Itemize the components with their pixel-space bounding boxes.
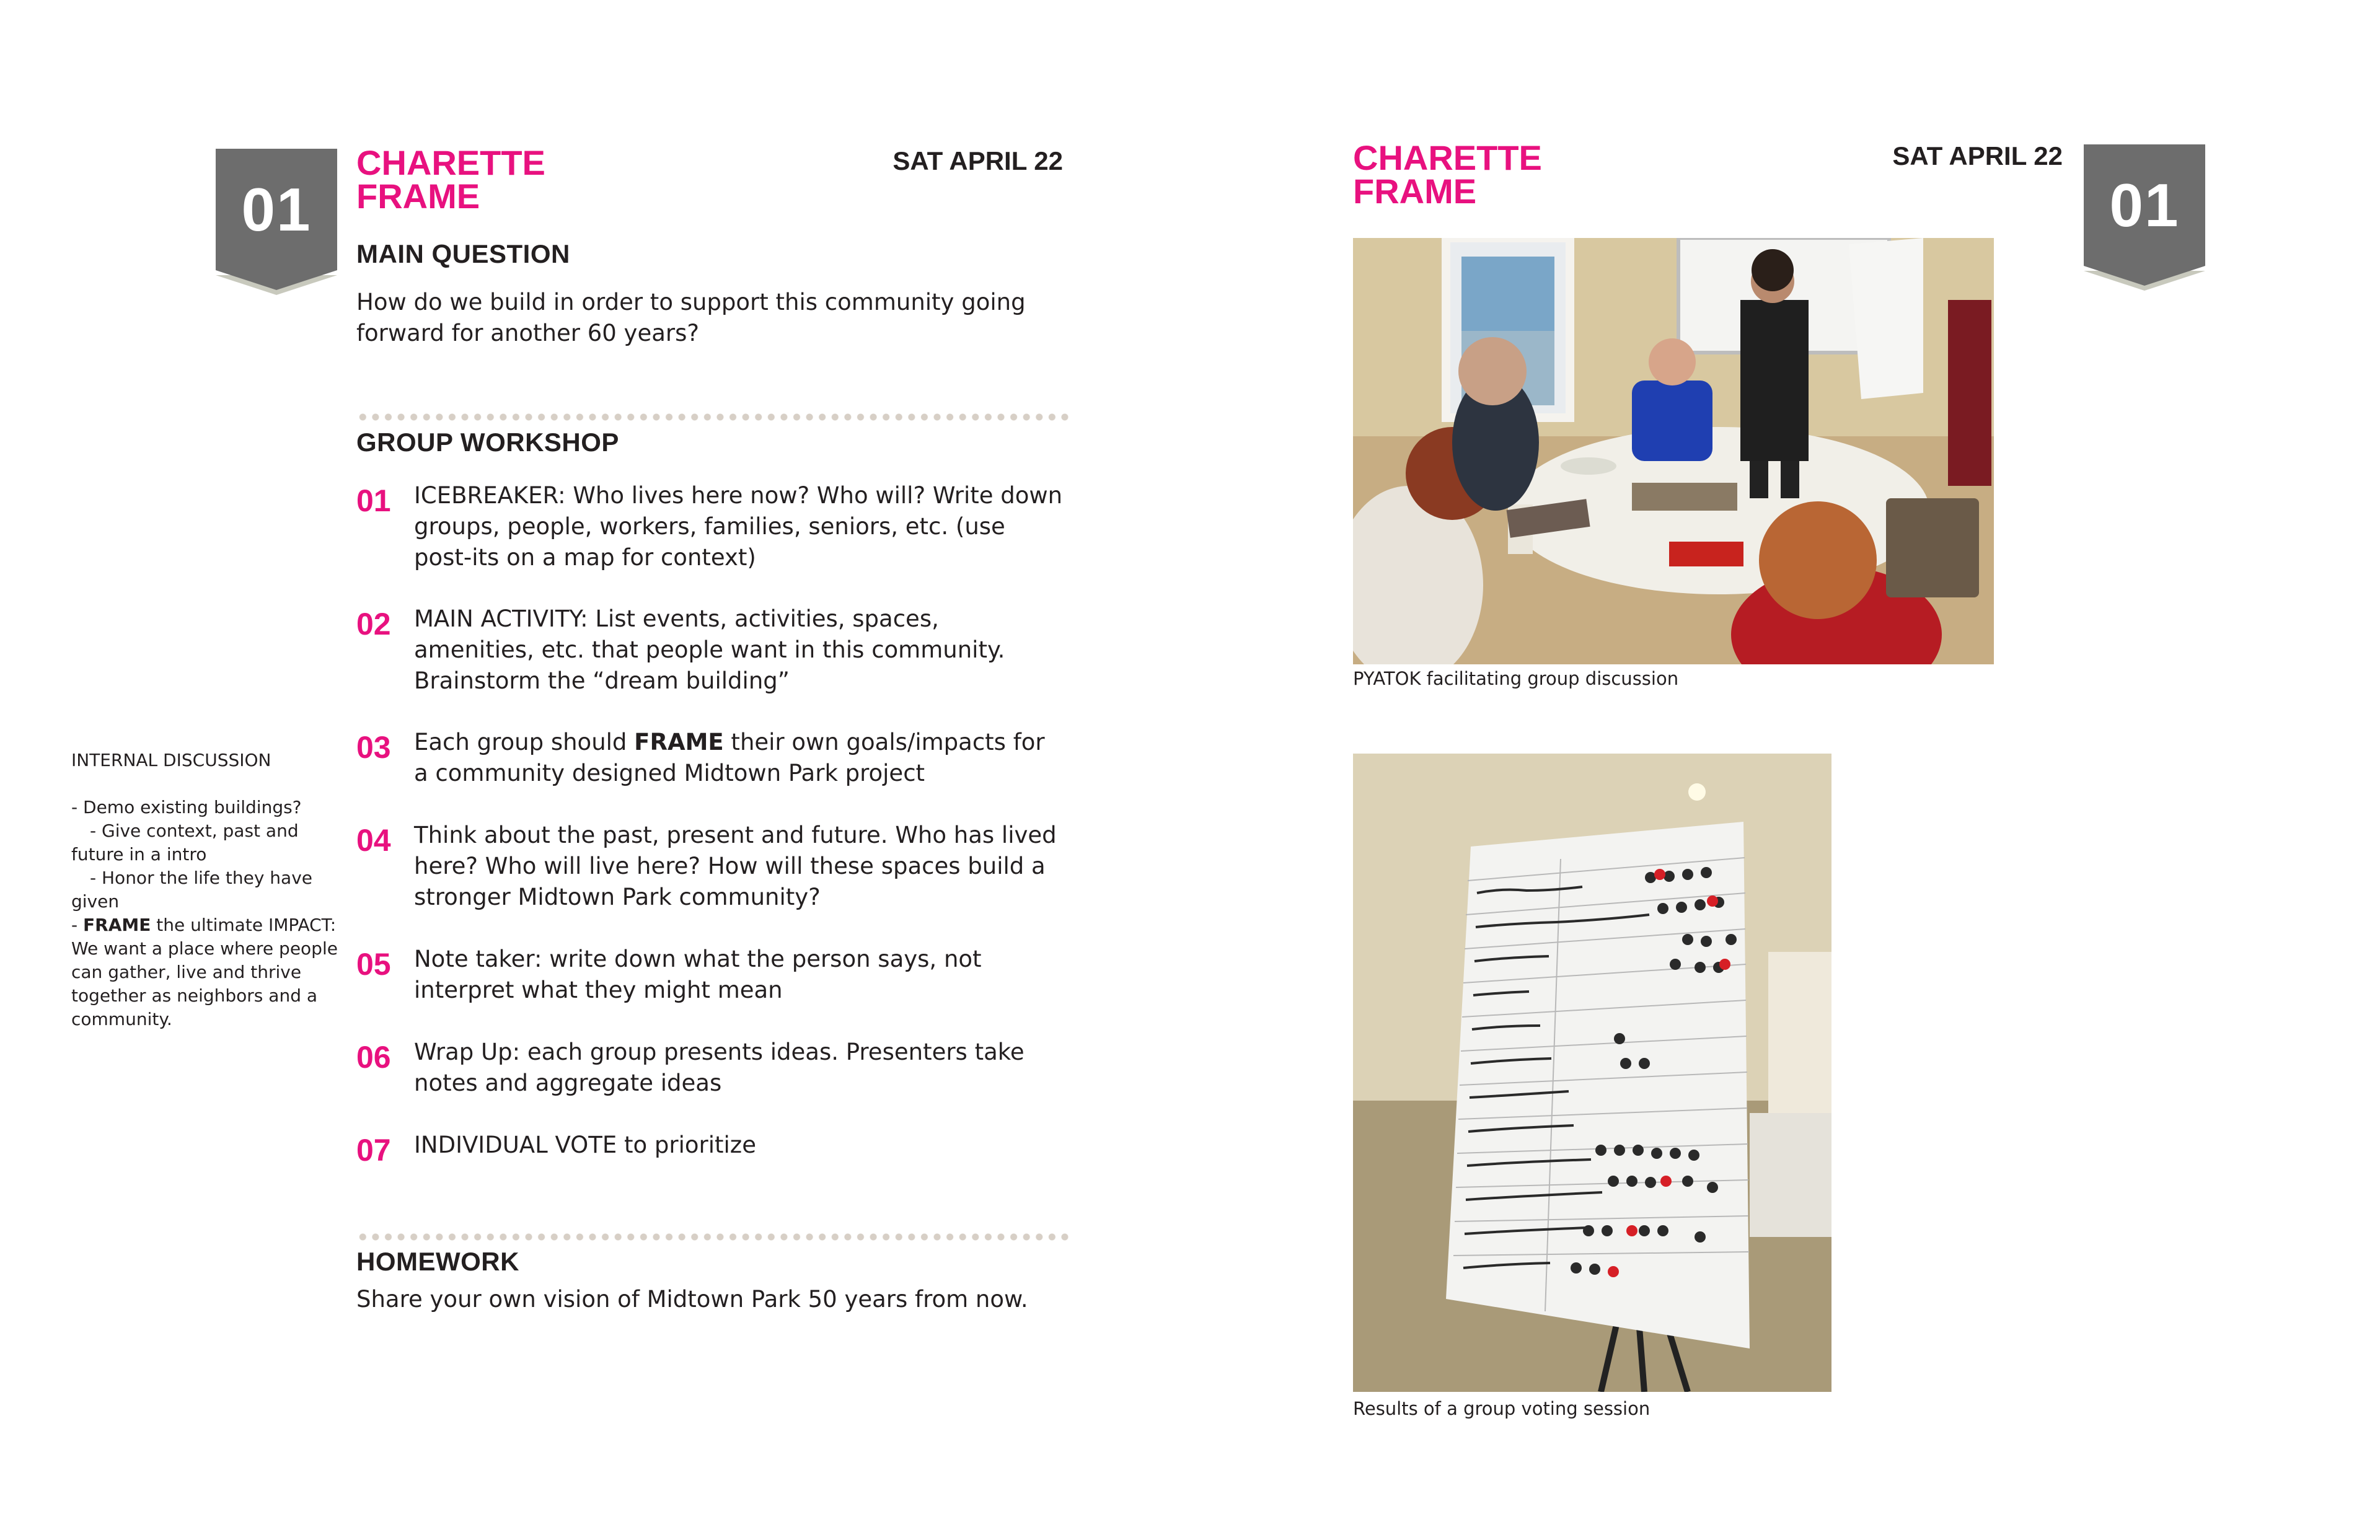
dotted-divider (356, 413, 1069, 421)
photo-caption: PYATOK facilitating group discussion (1353, 668, 1679, 689)
step-text: Think about the past, present and future. Who has lived here? Who will live here? How will these spaces build a stronger Midtown Park community? (414, 822, 1057, 910)
step-text: Each group should FRAME their own goals/impacts for a community designed Midtown Park project (414, 729, 1045, 786)
step-number: 01 (356, 483, 391, 518)
homework-heading: HOMEWORK (356, 1247, 519, 1276)
voting-poster-illustration (1353, 754, 1831, 1392)
badge-number: 01 (216, 149, 337, 270)
step-text: Wrap Up: each group presents ideas. Presenters take notes and aggregate ideas (414, 1039, 1025, 1096)
voting-results-photo (1353, 754, 1831, 1392)
step-text: MAIN ACTIVITY: List events, activities, spaces, amenities, etc. that people want in this community. Brainstorm the “dream building” (414, 605, 1005, 694)
step-number: 06 (356, 1040, 391, 1075)
step-number: 02 (356, 607, 391, 641)
group-discussion-photo (1353, 238, 1994, 664)
group-discussion-illustration (1353, 238, 1994, 664)
page-title: CHARETTE FRAME (356, 143, 545, 216)
photo-caption: Results of a group voting session (1353, 1398, 1651, 1419)
step-number: 04 (356, 823, 391, 858)
step-text: Note taker: write down what the person says, not interpret what they might mean (414, 946, 982, 1003)
dotted-divider (356, 1233, 1069, 1241)
section-number-badge (216, 149, 337, 295)
homework-text: Share your own vision of Midtown Park 50 years from now. (356, 1286, 1028, 1313)
step-number: 05 (356, 947, 391, 982)
session-date: SAT APRIL 22 (892, 146, 1063, 175)
group-workshop-heading: GROUP WORKSHOP (356, 428, 619, 457)
step-number: 03 (356, 730, 391, 765)
step-number: 07 (356, 1133, 391, 1168)
badge-number: 01 (2084, 144, 2205, 266)
main-question-heading: MAIN QUESTION (356, 239, 570, 268)
internal-discussion-heading: INTERNAL DISCUSSION (71, 750, 271, 770)
step-text: ICEBREAKER: Who lives here now? Who will? Write down groups, people, workers, families, seniors, etc. (use post-its on a map for context) (414, 482, 1063, 571)
main-question-text: How do we build in order to support this community going forward for another 60 years? (356, 289, 1026, 346)
section-number-badge (2084, 144, 2205, 291)
session-date: SAT APRIL 22 (1892, 141, 2063, 170)
page-title: CHARETTE FRAME (1353, 138, 1542, 211)
step-text: INDIVIDUAL VOTE to prioritize (414, 1132, 756, 1158)
internal-discussion-note: INTERNAL DISCUSSION - Demo existing buildings? - Give context, past and future in a intro - Honor the life they have given - FRAME the ultimate IMPACT: We want a place where people can gather, live and thrive together as neighbors and a community. (71, 749, 344, 1031)
